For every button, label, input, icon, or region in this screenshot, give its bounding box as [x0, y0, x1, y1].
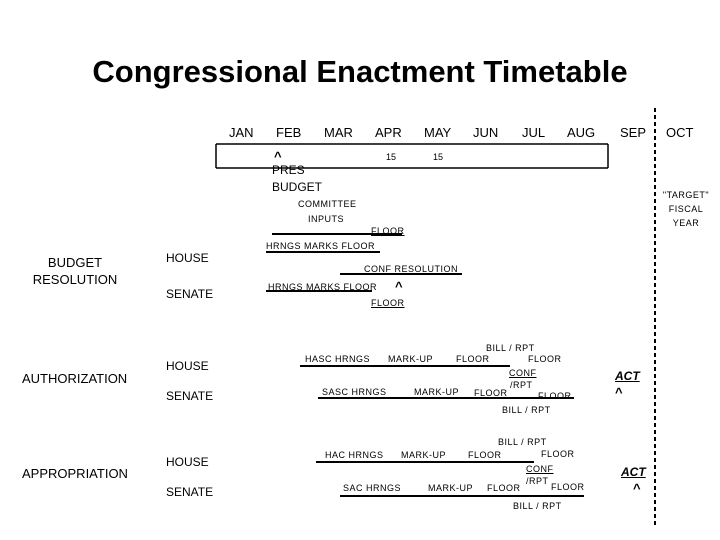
month-apr: APR [375, 125, 402, 140]
approp-house-hrngs: HAC HRNGS [325, 450, 384, 460]
day-mark-may: 15 [433, 152, 444, 162]
auth-act-caret: ^ [615, 385, 623, 400]
target-label: "TARGET" [662, 190, 710, 200]
month-jun: JUN [473, 125, 499, 140]
month-oct: OCT [666, 125, 694, 140]
budget-senate-steps: HRNGS MARKS FLOOR [268, 282, 378, 292]
approp-conf-label: CONF [526, 464, 554, 474]
auth-senate-label: SENATE [166, 389, 214, 403]
budget-label: BUDGET [272, 180, 323, 194]
budget-senate-label: SENATE [166, 287, 214, 301]
auth-house-label: HOUSE [166, 359, 209, 373]
auth-house-markup: MARK-UP [388, 354, 434, 364]
approp-senate-floor1: FLOOR [487, 483, 521, 493]
auth-act-label: ACT [615, 369, 640, 383]
approp-house-label: HOUSE [166, 455, 209, 469]
fiscal-label: FISCAL [668, 204, 704, 214]
approp-rpt-label: /RPT [526, 476, 549, 486]
month-jul: JUL [522, 125, 546, 140]
auth-senate-floor1: FLOOR [474, 388, 508, 398]
month-may: MAY [424, 125, 452, 140]
approp-senate-hrngs: SAC HRNGS [343, 483, 402, 493]
pres-label: PRES [272, 163, 305, 177]
budget-caret: ^ [274, 149, 282, 164]
approp-house-floor1: FLOOR [468, 450, 502, 460]
year-label: YEAR [672, 218, 700, 228]
approp-bill-rpt-top: BILL / RPT [498, 437, 547, 447]
month-sep: SEP [620, 125, 647, 140]
auth-house-floor1: FLOOR [456, 354, 490, 364]
approp-act-caret: ^ [633, 481, 641, 496]
auth-bill-rpt-bottom: BILL / RPT [502, 405, 551, 415]
budget-senate-caret: ^ [395, 279, 403, 294]
budget-senate-floor: FLOOR [371, 298, 405, 308]
auth-senate-floor2: FLOOR [538, 391, 572, 401]
committee-label: COMMITTEE [298, 199, 357, 209]
auth-house-floor2: FLOOR [528, 354, 562, 364]
auth-conf-label: CONF [509, 368, 537, 378]
budget-house-steps: HRNGS MARKS FLOOR [266, 241, 376, 251]
approp-senate-floor2: FLOOR [551, 482, 585, 492]
auth-senate-markup: MARK-UP [414, 387, 460, 397]
committee-floor-label: FLOOR [371, 226, 405, 236]
month-mar: MAR [324, 125, 353, 140]
auth-senate-hrngs: SASC HRNGS [322, 387, 387, 397]
auth-bill-rpt-top: BILL / RPT [486, 343, 535, 353]
day-mark-apr: 15 [386, 152, 397, 162]
section-appropriation: APPROPRIATION [22, 466, 128, 481]
approp-bill-rpt-bottom: BILL / RPT [513, 501, 562, 511]
auth-house-hrngs: HASC HRNGS [305, 354, 371, 364]
approp-house-markup: MARK-UP [401, 450, 447, 460]
budget-house-label: HOUSE [166, 251, 209, 265]
approp-act-label: ACT [621, 465, 646, 479]
page-title: Congressional Enactment Timetable [92, 54, 628, 89]
month-feb: FEB [276, 125, 302, 140]
inputs-label: INPUTS [308, 214, 345, 224]
section-authorization: AUTHORIZATION [22, 371, 128, 386]
month-aug: AUG [567, 125, 596, 140]
month-jan: JAN [229, 125, 254, 140]
approp-senate-markup: MARK-UP [428, 483, 474, 493]
section-budget-line2: RESOLUTION [32, 272, 118, 287]
approp-senate-label: SENATE [166, 485, 214, 499]
conf-resolution-label: CONF RESOLUTION [364, 264, 459, 274]
approp-house-floor2: FLOOR [541, 449, 575, 459]
section-budget-line1: BUDGET [47, 255, 103, 270]
auth-rpt-label: /RPT [510, 380, 533, 390]
